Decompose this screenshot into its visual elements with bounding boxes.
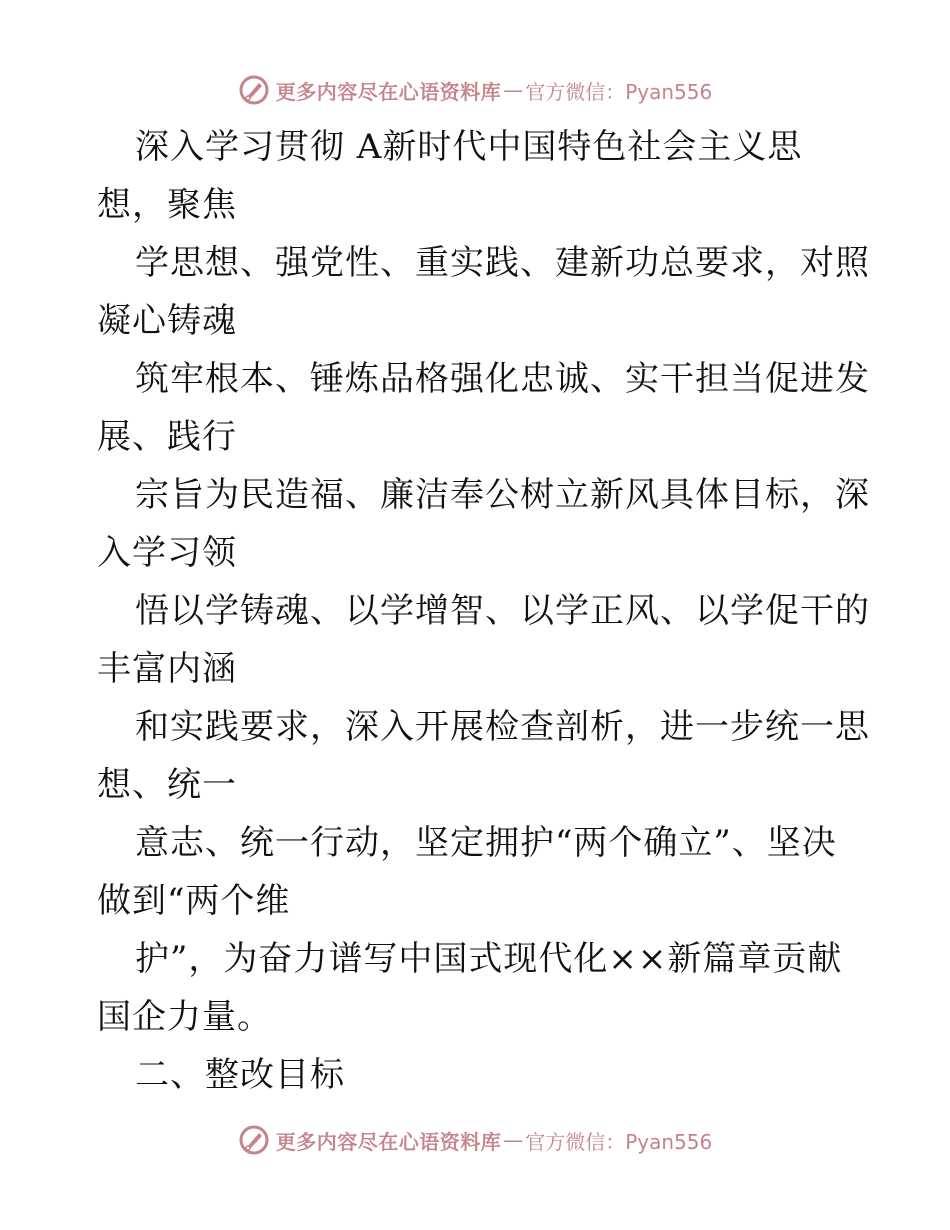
document-body — [97, 118, 870, 1104]
paragraph-line: 想，聚焦 — [97, 185, 237, 225]
footer-watermark-banner — [0, 1122, 950, 1158]
paragraph-line: 学思想、强党性、重实践、建新功总要求，对照 — [135, 243, 870, 283]
watermark-wechat-text: 官方微信：Pyan556 — [525, 79, 713, 104]
paragraph-line: 意志、统一行动，坚定拥护“两个确立”、坚决 — [135, 823, 837, 863]
watermark-wechat-text: 官方微信：Pyan556 — [525, 1129, 713, 1154]
header-watermark-banner — [0, 72, 950, 108]
paragraph-line: 护”，为奋力谱写中国式现代化××新篇章贡献 — [135, 939, 843, 979]
paragraph-line: 凝心铸魂 — [97, 301, 237, 341]
paragraph-line: 丰富内涵 — [97, 649, 237, 689]
paragraph-line: 国企力量。 — [97, 997, 272, 1037]
pen-logo-icon — [238, 74, 270, 106]
paragraph-line: 展、践行 — [97, 417, 237, 457]
watermark-site-text: 更多内容尽在心语资料库 — [275, 1129, 502, 1154]
watermark-separator: — — [503, 1128, 524, 1152]
paragraph-line: 和实践要求，深入开展检查剖析，进一步统一思 — [135, 707, 870, 747]
section-heading: 二、整改目标 — [135, 1055, 345, 1095]
paragraph-line: 做到“两个维 — [97, 881, 291, 921]
paragraph-line: 入学习领 — [97, 533, 237, 573]
paragraph-line: 深入学习贯彻 A新时代中国特色社会主义思 — [135, 127, 803, 167]
pen-logo-icon — [238, 1124, 270, 1156]
paragraph-line: 宗旨为民造福、廉洁奉公树立新风具体目标，深 — [135, 475, 870, 515]
watermark-separator: — — [503, 78, 524, 102]
paragraph-line: 想、统一 — [97, 765, 237, 805]
paragraph-line: 筑牢根本、锤炼品格强化忠诚、实干担当促进发 — [135, 359, 870, 399]
watermark-site-text: 更多内容尽在心语资料库 — [275, 79, 502, 104]
paragraph-line: 悟以学铸魂、以学增智、以学正风、以学促干的 — [135, 591, 870, 631]
